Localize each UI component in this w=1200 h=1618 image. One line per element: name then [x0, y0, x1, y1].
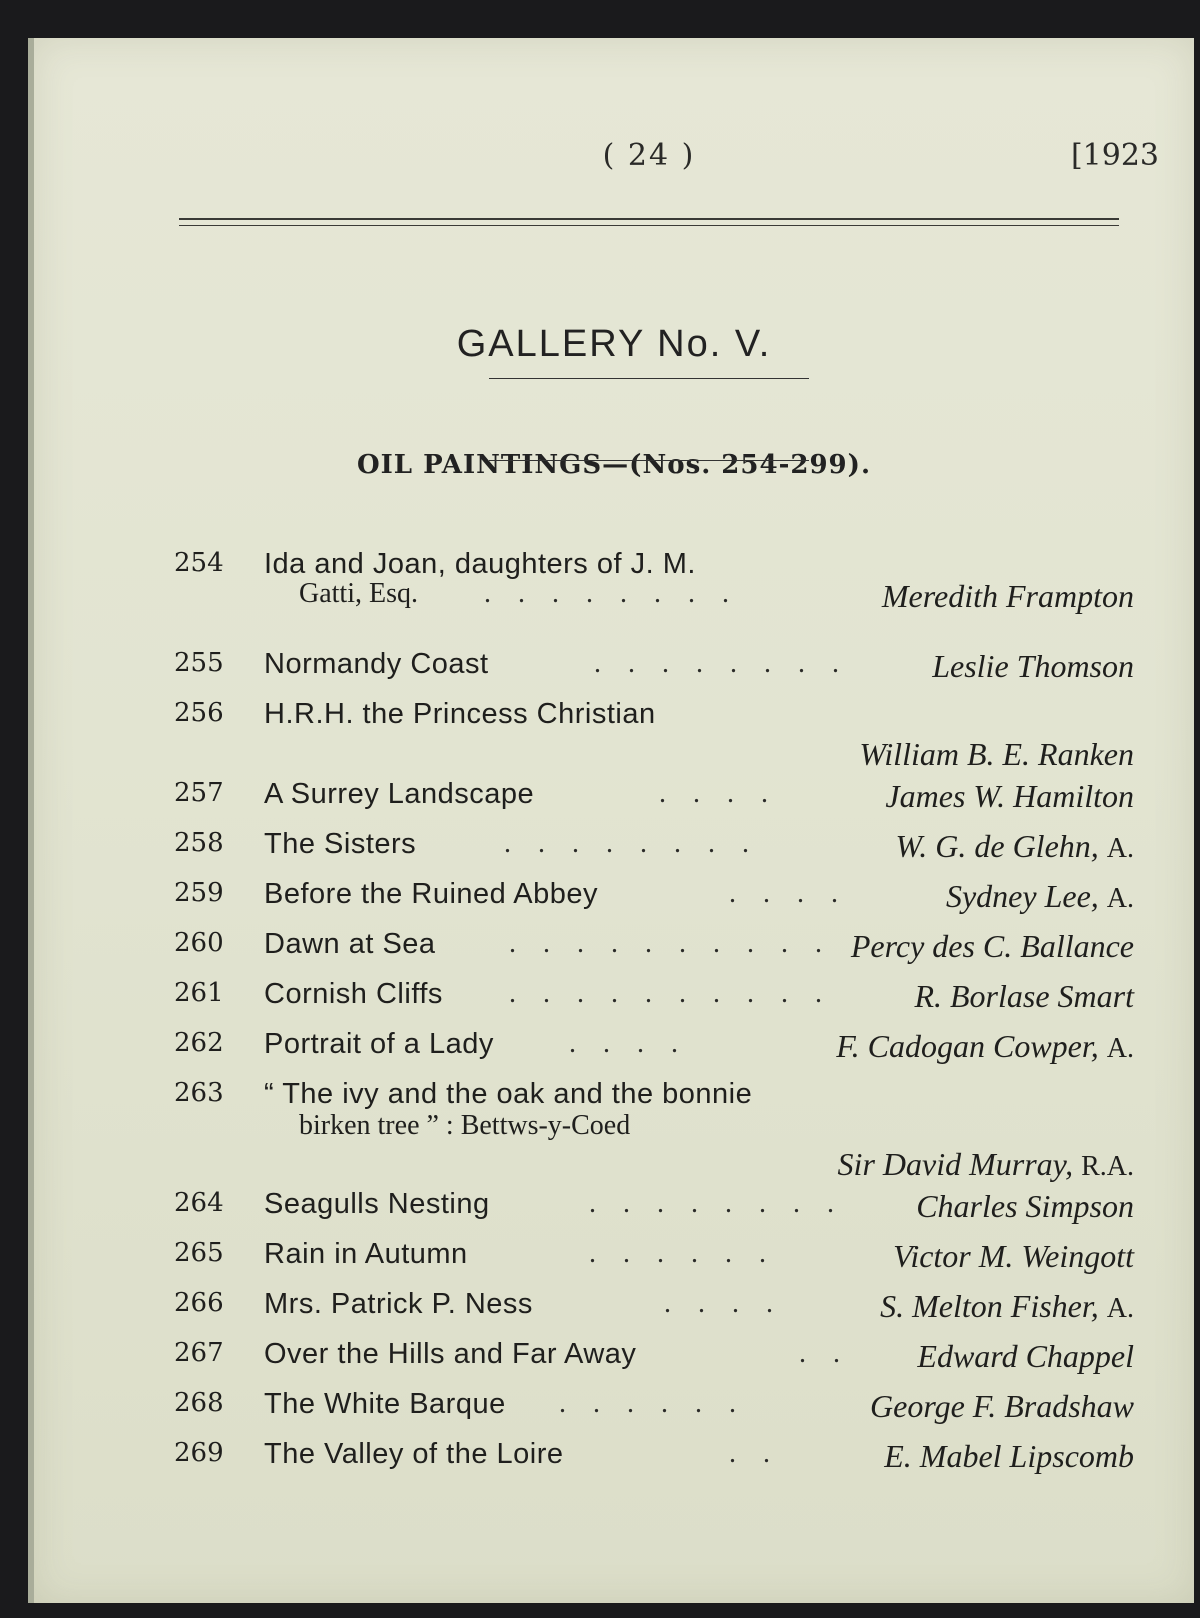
entry-number: 263	[174, 1078, 224, 1108]
leader-dots: . . . . . . . .	[484, 578, 739, 609]
catalogue-entry	[174, 878, 1134, 928]
catalogue-entry	[174, 698, 1134, 778]
entry-artist: Sydney Lee, A.	[945, 878, 1134, 914]
catalogue-entry	[174, 1078, 1134, 1188]
entry-title: Over the Hills and Far Away	[264, 1338, 637, 1370]
entry-title: The Sisters	[264, 828, 417, 860]
entry-number: 261	[174, 978, 224, 1008]
entry-number: 262	[174, 1028, 224, 1058]
entry-artist: Percy des C. Ballance	[850, 928, 1134, 964]
entry-title-continued: birken tree ” : Bettws-y-Coed	[299, 1110, 631, 1141]
leader-dots: . .	[729, 1438, 780, 1469]
leader-dots: . . . . . . . .	[594, 648, 849, 679]
entry-number: 264	[174, 1188, 224, 1218]
entry-title: “ The ivy and the oak and the bonnie	[264, 1078, 753, 1110]
entry-title: The Valley of the Loire	[264, 1438, 564, 1470]
entry-title: Ida and Joan, daughters of J. M.	[264, 548, 696, 580]
entry-number: 268	[174, 1388, 224, 1418]
catalogue-entry	[174, 1188, 1134, 1238]
catalogue-entry	[174, 928, 1134, 978]
leader-dots: . . . .	[664, 1288, 783, 1319]
leader-dots: . . . .	[659, 778, 778, 809]
entry-title: Seagulls Nesting	[264, 1188, 490, 1220]
leader-dots: . . . .	[569, 1028, 688, 1059]
catalogue-page	[28, 38, 1194, 1603]
entry-title: Mrs. Patrick P. Ness	[264, 1288, 533, 1320]
entry-title: The White Barque	[264, 1388, 506, 1420]
leader-dots: . . . . . . . . . .	[509, 928, 832, 959]
entry-number: 267	[174, 1338, 224, 1368]
catalogue-entry	[174, 1338, 1134, 1388]
entry-number: 259	[174, 878, 224, 908]
page-number: ( 24 )	[602, 138, 696, 173]
catalogue-entry	[174, 1388, 1134, 1438]
catalogue-entry	[174, 978, 1134, 1028]
entry-artist: Edward Chappel	[917, 1338, 1134, 1374]
leader-dots: . . . . . .	[589, 1238, 776, 1269]
gallery-title: GALLERY No. V.	[456, 323, 772, 365]
leader-dots: . . . . . . . .	[504, 828, 759, 859]
entry-artist: Charles Simpson	[916, 1188, 1134, 1224]
catalogue-entry	[174, 1238, 1134, 1288]
entry-number: 269	[174, 1438, 224, 1468]
year-label: [1923	[1070, 138, 1159, 173]
divider-bottom	[489, 460, 809, 461]
page-header	[179, 138, 1159, 238]
entry-title: Dawn at Sea	[264, 928, 436, 960]
entry-number: 258	[174, 828, 224, 858]
entry-artist: S. Melton Fisher, A.	[880, 1288, 1134, 1324]
entry-artist: Sir David Murray, R.A.	[837, 1146, 1134, 1182]
catalogue-entry	[174, 828, 1134, 878]
entry-title: Portrait of a Lady	[264, 1028, 494, 1060]
catalogue-entry	[174, 1028, 1134, 1078]
entry-artist: George F. Bradshaw	[870, 1388, 1134, 1424]
entry-number: 265	[174, 1238, 224, 1268]
entry-number: 266	[174, 1288, 224, 1318]
entry-title: Cornish Cliffs	[264, 978, 443, 1010]
entry-title: Before the Ruined Abbey	[264, 878, 598, 910]
catalogue-entry	[174, 548, 1134, 618]
catalogue-entry	[174, 1438, 1134, 1488]
entry-number: 257	[174, 778, 224, 808]
leader-dots: . . . . . . . . . .	[509, 978, 832, 1009]
entry-number: 260	[174, 928, 224, 958]
section-subtitle: OIL PAINTINGS—(Nos. 254-299).	[357, 450, 871, 480]
entry-number: 254	[174, 548, 224, 578]
catalogue-entry	[174, 648, 1134, 698]
entry-artist: William B. E. Ranken	[859, 736, 1134, 772]
entry-title-continued: Gatti, Esq.	[299, 578, 418, 609]
leader-dots: . . . .	[729, 878, 848, 909]
entry-artist: Victor M. Weingott	[893, 1238, 1134, 1274]
entry-artist: Meredith Frampton	[881, 578, 1134, 614]
entry-artist: Leslie Thomson	[932, 648, 1134, 684]
catalogue-entry	[174, 1288, 1134, 1338]
entry-title: H.R.H. the Princess Christian	[264, 698, 656, 730]
entry-title: Normandy Coast	[264, 648, 489, 680]
leader-dots: . . . . . . . .	[589, 1188, 844, 1219]
entry-number: 256	[174, 698, 224, 728]
entry-title: Rain in Autumn	[264, 1238, 468, 1270]
divider-top	[489, 378, 809, 379]
entry-artist: E. Mabel Lipscomb	[884, 1438, 1134, 1474]
entry-artist: F. Cadogan Cowper, A.	[836, 1028, 1134, 1064]
entry-artist: James W. Hamilton	[885, 778, 1134, 814]
entry-artist: R. Borlase Smart	[914, 978, 1134, 1014]
header-rule	[179, 218, 1119, 226]
entry-number: 255	[174, 648, 224, 678]
entry-title: A Surrey Landscape	[264, 778, 535, 810]
leader-dots: . .	[799, 1338, 850, 1369]
entry-artist: W. G. de Glehn, A.	[895, 828, 1134, 864]
catalogue-entry	[174, 778, 1134, 828]
leader-dots: . . . . . .	[559, 1388, 746, 1419]
catalogue-list	[174, 548, 1134, 1474]
